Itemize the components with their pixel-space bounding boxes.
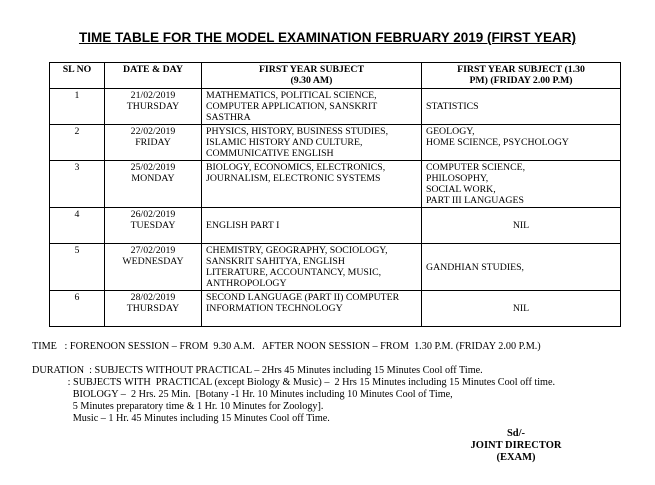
signature-block bbox=[470, 428, 562, 464]
cell-day: THURSDAY bbox=[126, 101, 180, 112]
subject-line: ISLAMIC HISTORY AND CULTURE, bbox=[206, 137, 363, 148]
subject-line: SECOND LANGUAGE (PART II) COMPUTER bbox=[206, 292, 400, 303]
subject-line: SANSKRIT SAHITYA, ENGLISH bbox=[206, 256, 345, 267]
table-row bbox=[50, 291, 621, 327]
subject-line: ANTHROPOLOGY bbox=[206, 278, 287, 289]
cell-date: 28/02/2019 bbox=[130, 292, 176, 303]
cell-day: THURSDAY bbox=[126, 303, 180, 314]
subject-line: ENGLISH PART I bbox=[206, 220, 280, 231]
cell-date-day bbox=[105, 208, 202, 244]
cell-date: 25/02/2019 bbox=[130, 162, 176, 173]
cell-forenoon-subjects bbox=[202, 291, 422, 327]
duration-note-2: : SUBJECTS WITH PRACTICAL (except Biology & Music) – 2 Hrs 15 Minutes including 15 Minutes Cool off time. bbox=[32, 377, 556, 388]
time-note: TIME : FORENOON SESSION – FROM 9.30 A.M. AFTER NOON SESSION – FROM 1.30 P.M. (FRIDAY 2.00 P.M.) bbox=[32, 341, 541, 352]
cell-date: 22/02/2019 bbox=[130, 126, 176, 137]
subject-line: PART III LANGUAGES bbox=[426, 195, 524, 206]
table-row bbox=[50, 161, 621, 208]
cell-sl-no: 3 bbox=[50, 161, 105, 208]
cell-afternoon-subjects bbox=[422, 89, 621, 125]
cell-forenoon-subjects bbox=[202, 244, 422, 291]
subject-line: GANDHIAN STUDIES, bbox=[426, 261, 524, 273]
cell-sl-no: 2 bbox=[50, 125, 105, 161]
header-afternoon-subject: FIRST YEAR SUBJECT (1.30 PM) (FRIDAY 2.00 P.M) bbox=[422, 63, 621, 89]
signature-sd: Sd/- bbox=[506, 428, 526, 439]
table-row bbox=[50, 244, 621, 291]
table-header-row bbox=[50, 63, 621, 89]
duration-note-4: 5 Minutes preparatory time & 1 Hr. 10 Minutes for Zoology]. bbox=[32, 401, 324, 412]
cell-date-day bbox=[105, 244, 202, 291]
subject-line: MATHEMATICS, POLITICAL SCIENCE, bbox=[206, 90, 377, 101]
cell-day: TUESDAY bbox=[130, 220, 176, 231]
subject-line: BIOLOGY, ECONOMICS, ELECTRONICS, bbox=[206, 162, 386, 173]
subject-line: PHILOSOPHY, bbox=[426, 173, 489, 184]
cell-date: 27/02/2019 bbox=[130, 245, 176, 256]
subject-line: COMMUNICATIVE ENGLISH bbox=[206, 148, 334, 159]
cell-day: FRIDAY bbox=[135, 137, 171, 148]
cell-date: 26/02/2019 bbox=[130, 209, 176, 220]
subject-line: PHYSICS, HISTORY, BUSINESS STUDIES, bbox=[206, 126, 389, 137]
header-forenoon-subject: FIRST YEAR SUBJECT (9.30 AM) bbox=[202, 63, 422, 89]
subject-line: LITERATURE, ACCOUNTANCY, MUSIC, bbox=[206, 267, 382, 278]
cell-forenoon-subjects bbox=[202, 89, 422, 125]
subject-line: SOCIAL WORK, bbox=[426, 184, 496, 195]
cell-forenoon-subjects bbox=[202, 161, 422, 208]
signature-dept: (EXAM) bbox=[496, 452, 536, 463]
signature-title: JOINT DIRECTOR bbox=[470, 440, 562, 451]
cell-forenoon-subjects bbox=[202, 208, 422, 244]
cell-afternoon-subjects bbox=[422, 125, 621, 161]
subject-line: HOME SCIENCE, PSYCHOLOGY bbox=[426, 137, 569, 148]
table-row bbox=[50, 208, 621, 244]
timetable bbox=[49, 62, 621, 327]
subject-line: SASTHRA bbox=[206, 112, 251, 123]
cell-sl-no: 1 bbox=[50, 89, 105, 125]
cell-date-day bbox=[105, 161, 202, 208]
subject-line: NIL bbox=[512, 220, 530, 231]
cell-forenoon-subjects bbox=[202, 125, 422, 161]
table-row bbox=[50, 89, 621, 125]
subject-line: COMPUTER APPLICATION, SANSKRIT bbox=[206, 101, 378, 112]
cell-day: WEDNESDAY bbox=[122, 256, 184, 267]
subject-line: CHEMISTRY, GEOGRAPHY, SOCIOLOGY, bbox=[206, 245, 388, 256]
header-sl-no: SL NO bbox=[50, 63, 105, 89]
subject-line: NIL bbox=[512, 303, 530, 314]
page-title: TIME TABLE FOR THE MODEL EXAMINATION FEBRUARY 2019 (FIRST YEAR) bbox=[78, 30, 577, 45]
cell-day: MONDAY bbox=[131, 173, 175, 184]
cell-date: 21/02/2019 bbox=[130, 90, 176, 101]
cell-afternoon-subjects bbox=[422, 291, 621, 327]
cell-sl-no: 4 bbox=[50, 208, 105, 244]
subject-line: STATISTICS bbox=[426, 101, 479, 112]
duration-note-3: BIOLOGY – 2 Hrs. 25 Min. [Botany -1 Hr. 10 Minutes including 10 Minutes Cool of Time, bbox=[32, 389, 453, 400]
subject-line: INFORMATION TECHNOLOGY bbox=[206, 303, 343, 314]
cell-date-day bbox=[105, 291, 202, 327]
table-row bbox=[50, 125, 621, 161]
cell-sl-no: 5 bbox=[50, 244, 105, 291]
duration-note-1: DURATION : SUBJECTS WITHOUT PRACTICAL – 2Hrs 45 Minutes including 15 Minutes Cool off Time. bbox=[32, 365, 483, 376]
cell-afternoon-subjects bbox=[422, 244, 621, 291]
cell-sl-no: 6 bbox=[50, 291, 105, 327]
cell-date-day bbox=[105, 89, 202, 125]
duration-note-5: Music – 1 Hr. 45 Minutes including 15 Minutes Cool off Time. bbox=[32, 413, 330, 424]
subject-line: COMPUTER SCIENCE, bbox=[426, 162, 526, 173]
header-date-day: DATE & DAY bbox=[105, 63, 202, 89]
cell-afternoon-subjects bbox=[422, 161, 621, 208]
subject-line: JOURNALISM, ELECTRONIC SYSTEMS bbox=[206, 173, 381, 184]
cell-date-day bbox=[105, 125, 202, 161]
subject-line: GEOLOGY, bbox=[426, 126, 475, 137]
cell-afternoon-subjects bbox=[422, 208, 621, 244]
